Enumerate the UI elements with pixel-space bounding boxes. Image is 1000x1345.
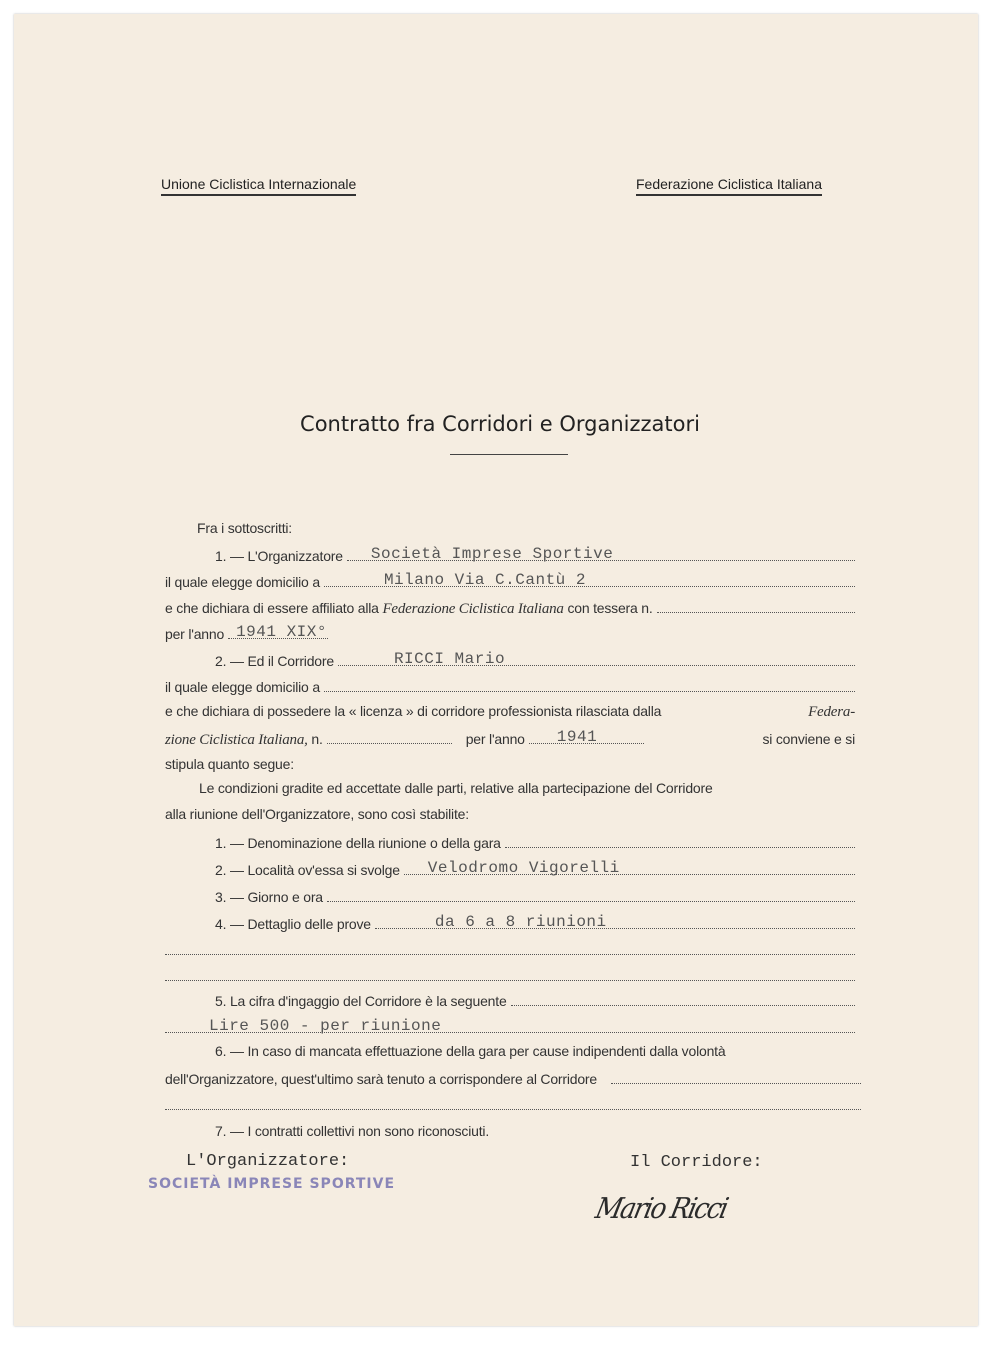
rider-value: RICCI Mario bbox=[393, 650, 506, 668]
licence-line bbox=[165, 703, 855, 721]
blank-line bbox=[165, 966, 855, 981]
condition-item bbox=[165, 887, 855, 905]
label: 2. — Località ov'essa si svolge bbox=[215, 862, 400, 878]
condition-field bbox=[505, 833, 855, 848]
label: 3. — Giorno e ora bbox=[215, 889, 323, 905]
tessera-field bbox=[657, 598, 855, 613]
condition-field bbox=[327, 887, 855, 902]
rider-signature-label: Il Corridore: bbox=[630, 1153, 763, 1172]
condition-value: da 6 a 8 riunioni bbox=[434, 913, 607, 931]
rider-signature: Mario Ricci bbox=[592, 1192, 730, 1226]
conditions-line2 bbox=[165, 806, 855, 822]
organizer-signature-label: L'Organizzatore: bbox=[186, 1152, 350, 1171]
fed-part: Federa- bbox=[808, 704, 855, 720]
label: n. bbox=[311, 731, 323, 747]
title-rule bbox=[450, 454, 568, 455]
rider-year-value: 1941 bbox=[556, 728, 598, 746]
label: 4. — Dettaglio delle prove bbox=[215, 916, 371, 932]
label: 6. — In caso di mancata effettuazione della gara per cause indipendenti dalla volontà bbox=[215, 1043, 726, 1059]
label: stipula quanto segue: bbox=[165, 756, 294, 772]
label: e che dichiara di essere affiliato alla bbox=[165, 600, 379, 616]
blank-field bbox=[165, 1095, 861, 1110]
label: 1. — L'Organizzatore bbox=[215, 548, 343, 564]
stipula-line bbox=[165, 756, 855, 772]
rider-domicile-line bbox=[165, 677, 855, 695]
condition-item bbox=[165, 914, 855, 932]
fee-value-line bbox=[165, 1018, 855, 1033]
conditions-line1 bbox=[165, 780, 855, 796]
organizer-domicile-field bbox=[324, 572, 855, 587]
label: alla riunione dell'Organizzatore, sono così stabilite: bbox=[165, 806, 469, 822]
organizer-field bbox=[347, 546, 855, 561]
organizer-year-line bbox=[165, 624, 855, 642]
organizer-domicile-line bbox=[165, 572, 855, 590]
condition-field bbox=[375, 914, 855, 929]
fee-field bbox=[511, 991, 855, 1006]
cancel-line2 bbox=[165, 1069, 861, 1087]
blank-line bbox=[165, 940, 855, 955]
blank-field bbox=[165, 940, 855, 955]
blank-field bbox=[165, 966, 855, 981]
blank-line bbox=[165, 1095, 861, 1110]
condition-value: Velodromo Vigorelli bbox=[427, 859, 620, 877]
rider-line bbox=[165, 651, 855, 669]
year-field bbox=[228, 624, 328, 639]
label: e che dichiara di possedere la « licenza » di corridore professionista rilasciata dalla bbox=[165, 703, 662, 719]
fee-line bbox=[165, 991, 855, 1009]
organizer-stamp: SOCIETÀ IMPRESE SPORTIVE bbox=[148, 1176, 396, 1192]
collective-line bbox=[165, 1123, 855, 1139]
label: dell'Organizzatore, quest'ultimo sarà tenuto a corrispondere al Corridore bbox=[165, 1071, 597, 1087]
affiliation-line bbox=[165, 598, 855, 618]
licence-number-line bbox=[165, 729, 855, 749]
organizer-domicile-value: Milano Via C.Cantù 2 bbox=[383, 571, 586, 589]
cancel-field bbox=[611, 1069, 861, 1084]
fee-value-field bbox=[165, 1018, 855, 1033]
year-value: 1941 XIX° bbox=[236, 623, 327, 641]
label: Le condizioni gradite ed accettate dalle parti, relative alla partecipazione del Corridore bbox=[199, 780, 713, 796]
label: per l'anno bbox=[465, 731, 525, 747]
label: il quale elegge domicilio a bbox=[165, 574, 320, 590]
fee-value: Lire 500 - per riunione bbox=[209, 1017, 442, 1035]
fed-name: Federazione Ciclistica Italiana bbox=[382, 601, 564, 617]
document-title: Contratto fra Corridori e Organizzatori bbox=[300, 412, 700, 436]
organizer-value: Società Imprese Sportive bbox=[370, 545, 614, 563]
intro-text: Fra i sottoscritti: bbox=[197, 520, 292, 536]
label: per l'anno bbox=[165, 626, 225, 642]
condition-item bbox=[165, 833, 855, 851]
condition-item bbox=[165, 860, 855, 878]
label: con tessera n. bbox=[567, 600, 653, 616]
label: 5. La cifra d'ingaggio del Corridore è la seguente bbox=[215, 993, 507, 1009]
label: 1. — Denominazione della riunione o della gara bbox=[215, 835, 501, 851]
condition-field bbox=[404, 860, 855, 875]
licence-number-field bbox=[327, 729, 452, 744]
label: si conviene e si bbox=[762, 731, 855, 747]
intro bbox=[165, 520, 837, 536]
header-uci: Unione Ciclistica Internazionale bbox=[161, 176, 356, 196]
label: 2. — Ed il Corridore bbox=[215, 653, 334, 669]
rider-domicile-field bbox=[324, 677, 855, 692]
header-fci: Federazione Ciclistica Italiana bbox=[636, 176, 822, 196]
rider-year-field bbox=[529, 729, 644, 744]
label: il quale elegge domicilio a bbox=[165, 679, 320, 695]
cancel-line1 bbox=[165, 1043, 861, 1059]
organizer-line bbox=[165, 546, 855, 564]
rider-field bbox=[338, 651, 855, 666]
label: 7. — I contratti collettivi non sono riconosciuti. bbox=[215, 1123, 490, 1139]
fed-part: zione Ciclistica Italiana, bbox=[165, 732, 308, 748]
